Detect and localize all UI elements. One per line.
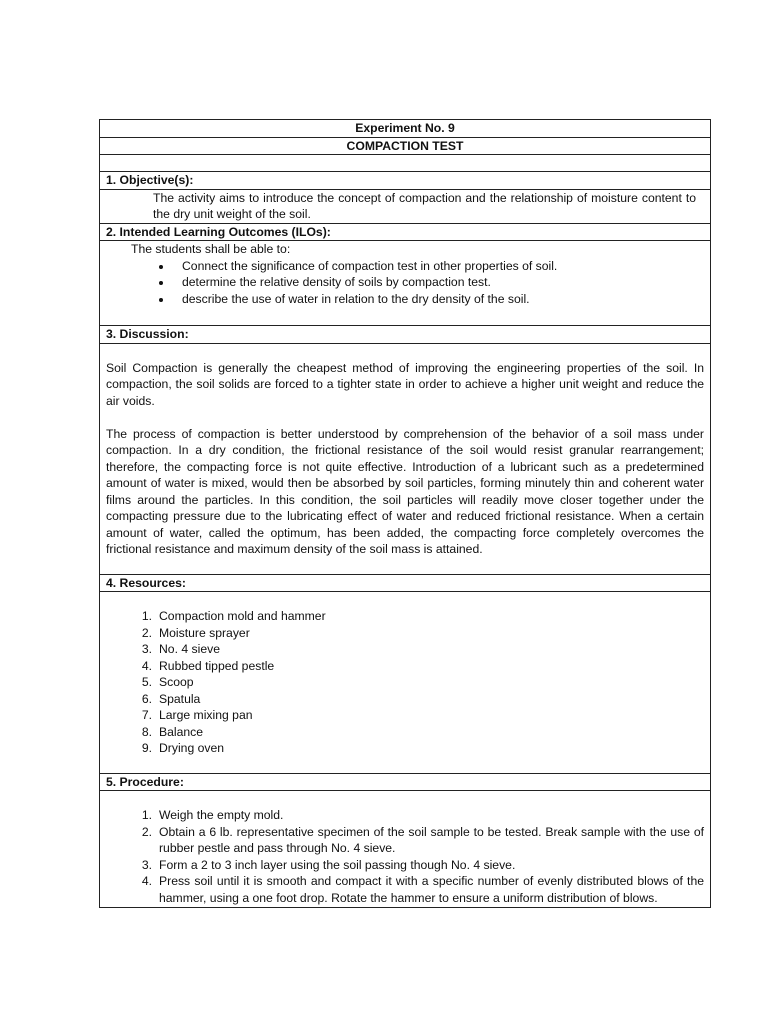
resources-heading: 4. Resources:: [100, 574, 711, 592]
discussion-paragraph-1: Soil Compaction is generally the cheapest method of improving the engineering properties of the soil. In compaction, the soil solids are forced to a tighter state in order to achieve a higher unit weight and reduce the air voids.: [106, 360, 704, 408]
objectives-text: The activity aims to introduce the concept of compaction and the relationship of moisture content to the dry unit weight of the soil.: [100, 189, 711, 223]
discussion-heading: 3. Discussion:: [100, 326, 711, 344]
list-item: describe the use of water in relation to the dry density of the soil.: [182, 291, 704, 308]
procedure-heading: 5. Procedure:: [100, 773, 711, 791]
list-item: 5. Scoop: [141, 675, 194, 689]
list-item: 9. Drying oven: [141, 741, 225, 755]
resources-body: [100, 592, 711, 774]
list-item: 1. Compaction mold and hammer: [141, 609, 326, 623]
ilos-intro: The students shall be able to:: [131, 242, 291, 256]
list-item: 2. Moisture sprayer: [141, 625, 250, 640]
procedure-list: [106, 807, 704, 906]
ilos-body: [100, 241, 711, 326]
ilos-list: [106, 258, 704, 326]
list-item: 6. Spatula: [141, 691, 201, 706]
list-item: 3. No. 4 sieve: [141, 642, 220, 656]
discussion-body: [100, 343, 711, 574]
discussion-paragraph-2: The process of compaction is better understood by comprehension of the behavior of a soil mass under compaction. In a dry condition, the frictional resistance of the soil would resist granular rearrangement; therefore, the compacting force is not quite effective. Introduction of a lubricant such as a predetermined amount of water is mixed, would then be absorbed by soil particles, forming minutely thin and coherent water films around the particles. In this condition, the soil particles will readily move closer together under the compacting pressure due to the lubricating effect of water and reduced frictional resistance. When a certain amount of water, called the optimum, has been added, the compacting force completely overcomes the frictional resistance and maximum density of the soil mass is attained.: [106, 426, 704, 556]
experiment-number: Experiment No. 9: [100, 120, 711, 138]
experiment-title: COMPACTION TEST: [100, 137, 711, 155]
list-item: 3. Form a 2 to 3 inch layer using the soil passing though No. 4 sieve.: [141, 857, 516, 872]
list-item: 4. Rubbed tipped pestle: [141, 658, 275, 673]
experiment-sheet: [99, 119, 711, 908]
list-item: 1. Weigh the empty mold.: [141, 808, 284, 822]
resources-list: [106, 608, 704, 757]
objectives-heading: 1. Objective(s):: [100, 172, 711, 190]
list-item: 8. Balance: [141, 724, 204, 739]
list-item: 2. Obtain a 6 lb. representative specimen of the soil sample to be tested. Break sample with the use of rubber pestle and pass through No. 4 sieve.: [141, 824, 704, 855]
list-item: determine the relative density of soils by compaction test.: [182, 274, 704, 291]
list-item: 4. Press soil until it is smooth and compact it with a specific number of evenly distributed blows of the hammer, using a one foot drop. Rotate the hammer to ensure a uniform distribution of blows.: [141, 874, 704, 905]
ilos-heading: 2. Intended Learning Outcomes (ILOs):: [100, 223, 711, 241]
list-item: Connect the significance of compaction test in other properties of soil.: [182, 258, 704, 275]
spacer-row: [100, 155, 711, 172]
list-item: 7. Large mixing pan: [141, 708, 253, 722]
procedure-body: [100, 791, 711, 908]
